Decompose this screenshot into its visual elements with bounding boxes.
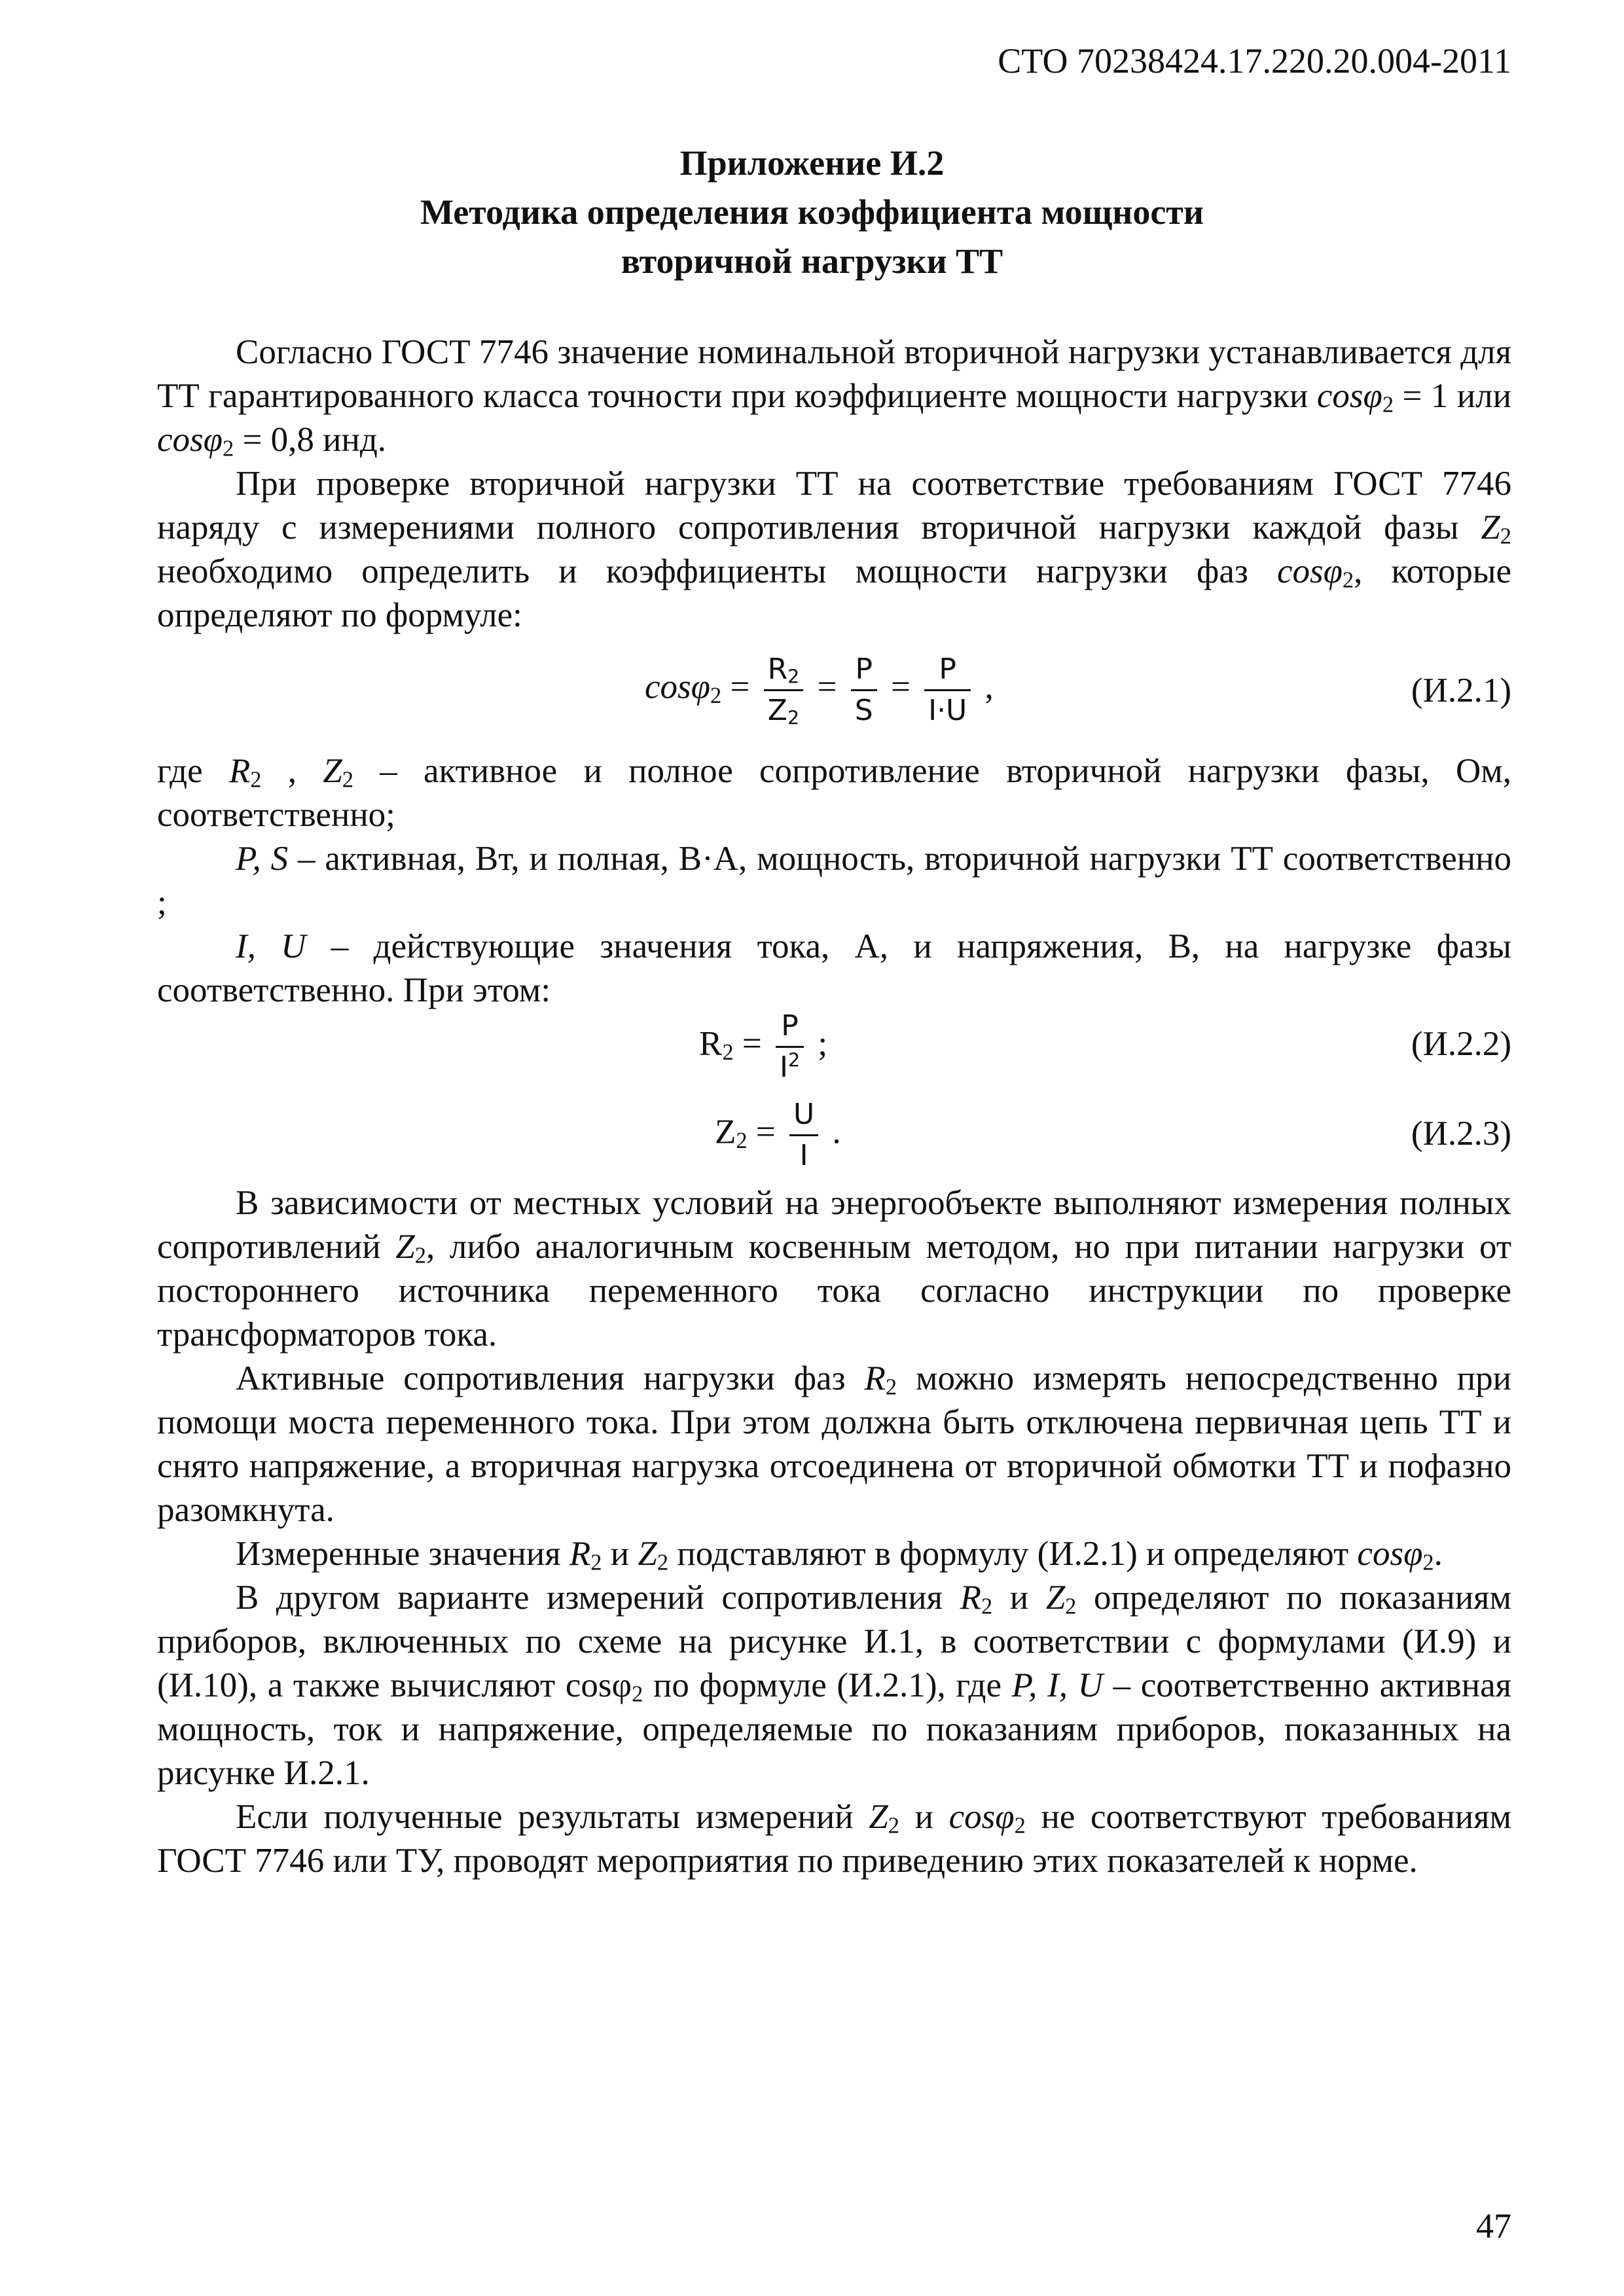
fraction-p-over-i-squared: $\frac{P}{I^2}$	[776, 1008, 804, 1086]
paragraph-active-resistance: Активные сопротивления нагрузки фаз $R_2$ можно измерять непосредственно при помощи моста переменного тока. При этом должна быть отключена первичная цепь ТТ и снято напряжение, а вторичная нагрузка отсоединена от вторичной обмотки ТТ и пофазно разомкнута.	[157, 1359, 1511, 1529]
equation-number-3: (И.2.3)	[1411, 1115, 1511, 1153]
formula-z2: $Z_2$ = $\frac{U}{I}$ .	[715, 1096, 841, 1174]
definition-p-s: P, S – активная, Вт, и полная, В·А, мощность, вторичной нагрузки ТТ соответственно ;	[157, 840, 1511, 922]
formula-cos-phi: cosφ$_2$ = $\frac{R_2}{Z_2}$ = $\frac{P}{S}$ = $\frac{P}{I\cdot U}$ ,	[645, 653, 994, 729]
text-block-methods	[157, 1181, 1511, 1883]
paragraph-gost-nominal-load: Согласно ГОСТ 7746 значение номинальной вторичной нагрузки устанавливается для ТТ гарантированного класса точности при коэффициенте мощности нагрузки cosφ$_2$ = 1 или cosφ$_2$ = 0,8 инд.	[157, 333, 1511, 461]
paragraph-other-variant: В другом варианте измерений сопротивления $R_2$ и $Z_2$ определяют по показаниям приборов, включенных по схеме на рисунке И.1, в соответствии с формулами (И.9) и (И.10), а также вычисляют cosφ$_2$ по формуле (И.2.1), где P, I, U – соответственно активная мощность, ток и напряжение, определяемые по показаниям приборов, показанных на рисунке И.2.1.	[157, 1579, 1512, 1792]
fraction-p-over-s: $\frac{P}{S}$	[851, 651, 877, 729]
appendix-heading-line-2: вторичной нагрузки ТТ	[621, 242, 1003, 281]
paragraph-measured-values: Измеренные значения $R_2$ и $Z_2$ подставляют в формулу (И.2.1) и определяют cosφ$_2$.	[236, 1535, 1443, 1575]
fraction-r-over-z: $\frac{R_2}{Z_2}$	[764, 651, 804, 729]
definitions-block	[157, 749, 1511, 1013]
text-block-intro	[157, 331, 1511, 637]
paragraph-nonconformity: Если полученные результаты измерений $Z_2$ и cosφ$_2$ не соответствуют требованиям ГОСТ 7746 или ТУ, проводят мероприятия по приведению этих показателей к норме.	[157, 1798, 1511, 1880]
fraction-p-over-iu: $\frac{P}{I\cdot U}$	[924, 651, 971, 729]
paragraph-local-conditions: В зависимости от местных условий на энергообъекте выполняют измерения полных сопротивлений $Z_2$, либо аналогичным косвенным методом, но при питании нагрузки от постороннего источника переменного тока согласно инструкции по проверке трансформаторов тока.	[157, 1184, 1511, 1354]
appendix-heading-line-1: Методика определения коэффициента мощности	[420, 192, 1204, 232]
formula-r2: $R_2$ = $\frac{P}{I^2}$ ;	[699, 1008, 827, 1086]
equation-number-1: (И.2.1)	[1411, 672, 1511, 709]
appendix-label: Приложение И.2	[679, 143, 945, 183]
definition-r-z: где $R_2$ , $Z_2$ – активное и полное сопротивление вторичной нагрузки фазы, Ом, соответственно;	[157, 752, 1512, 834]
fraction-u-over-i: $\frac{U}{I}$	[789, 1096, 818, 1174]
paragraph-load-check: При проверке вторичной нагрузки ТТ на соответствие требованиям ГОСТ 7746 наряду с измерениями полного сопротивления вторичной нагрузки каждой фазы $Z_2$ необходимо определить и коэффициенты мощности нагрузки фаз cosφ$_2$, которые определяют по формуле:	[157, 465, 1511, 634]
document-code-header: СТО 70238424.17.220.20.004-2011	[998, 41, 1511, 81]
appendix-title	[0, 139, 1624, 286]
page-number: 47	[1476, 2206, 1511, 2246]
definition-i-u: I, U – действующие значения тока, А, и напряжения, В, на нагрузке фазы соответственно. При этом:	[157, 927, 1511, 1009]
equation-number-2: (И.2.2)	[1411, 1025, 1511, 1063]
